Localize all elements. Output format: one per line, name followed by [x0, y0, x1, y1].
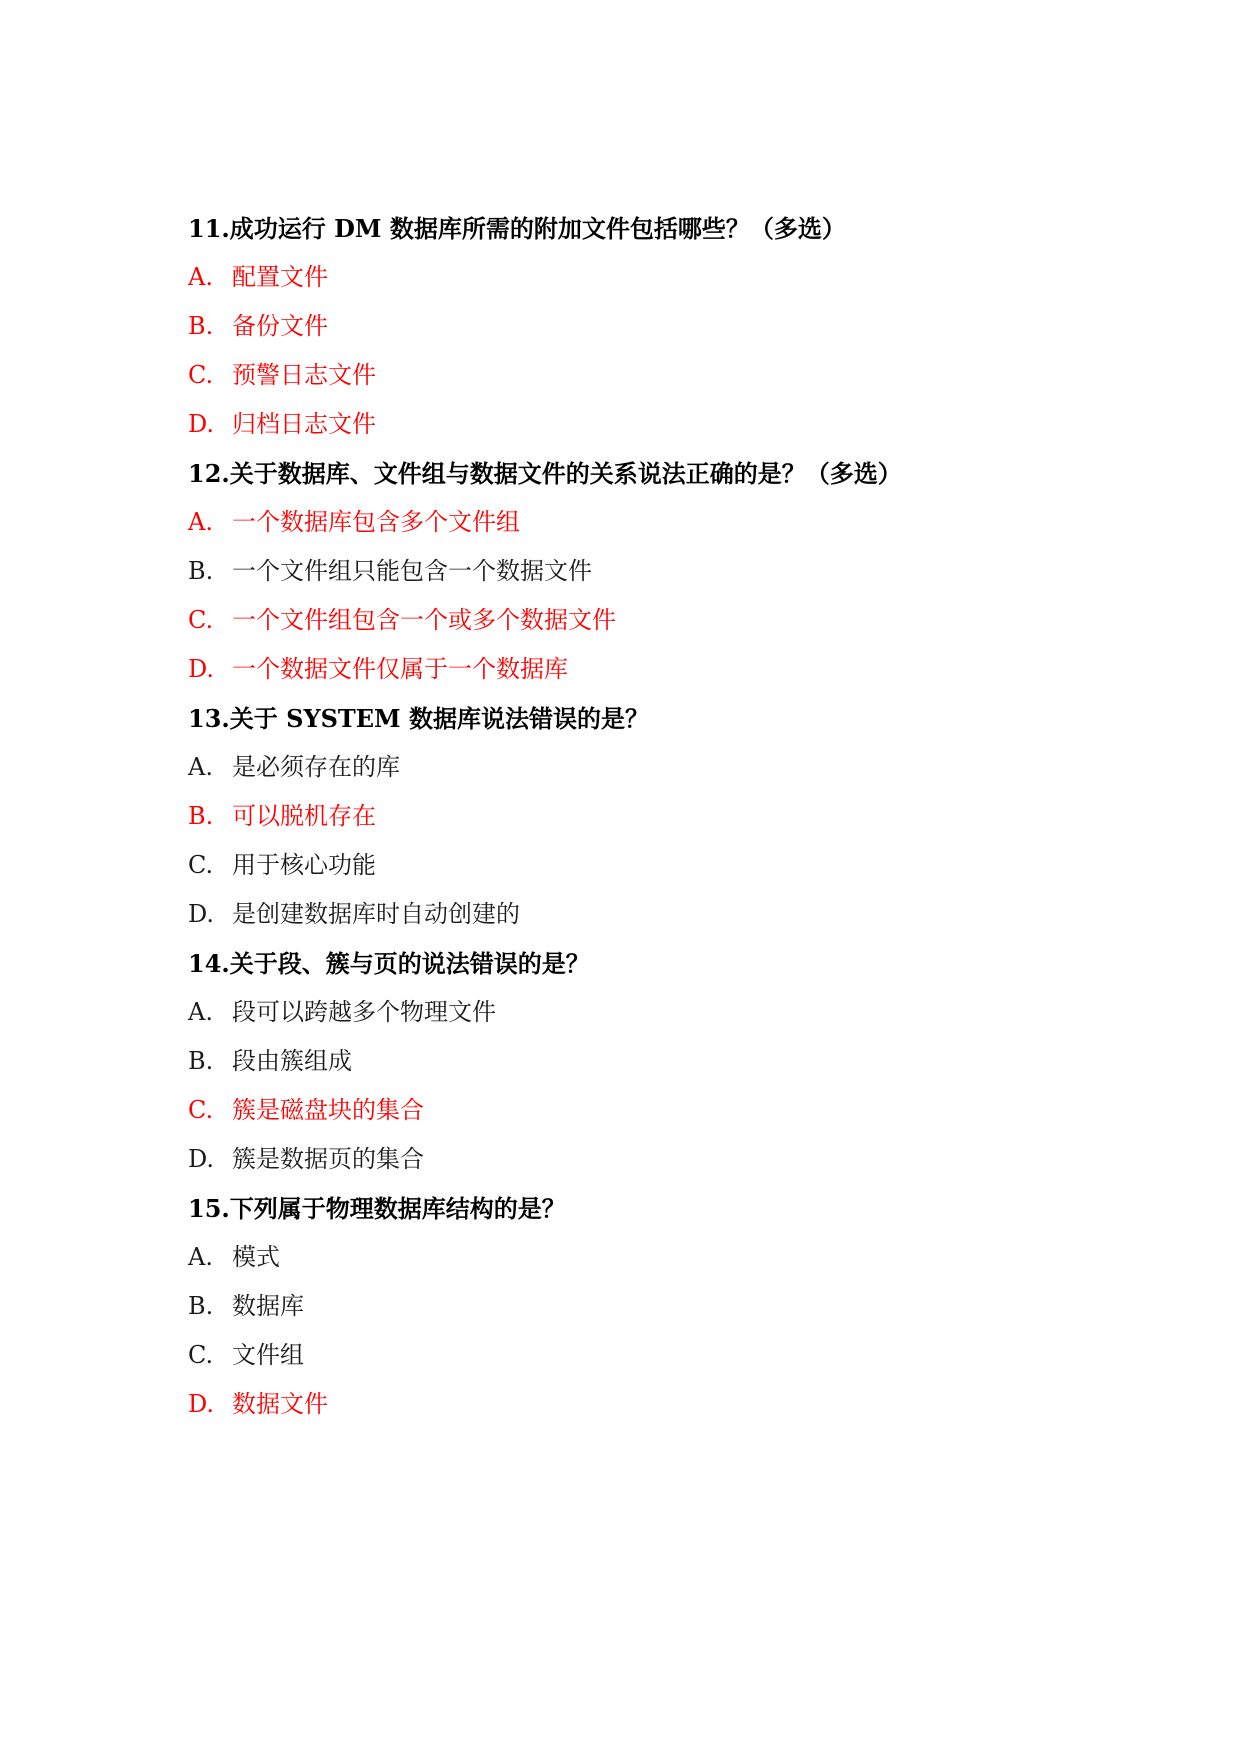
option-b — [188, 547, 1188, 596]
option-letter: D. — [188, 900, 215, 928]
option-c — [188, 351, 1188, 400]
option-text: 簇是磁盘块的集合 — [232, 1096, 424, 1124]
option-d — [188, 645, 1188, 694]
option-letter: B. — [188, 1047, 214, 1075]
option-letter: B. — [188, 557, 214, 585]
option-text: 段由簇组成 — [232, 1047, 352, 1075]
option-text: 文件组 — [232, 1341, 304, 1369]
option-text: 一个文件组只能包含一个数据文件 — [232, 557, 592, 585]
question-12 — [188, 449, 1188, 694]
option-text: 是必须存在的库 — [232, 753, 400, 781]
option-letter: A. — [188, 263, 213, 291]
option-letter: C. — [188, 606, 214, 634]
question-13 — [188, 694, 1188, 939]
option-c — [188, 1331, 1188, 1380]
option-text: 用于核心功能 — [232, 851, 376, 879]
question-11 — [188, 204, 1188, 449]
option-a — [188, 253, 1188, 302]
option-text: 备份文件 — [232, 312, 328, 340]
option-d — [188, 1135, 1188, 1184]
option-letter: D. — [188, 410, 215, 438]
option-text: 一个文件组包含一个或多个数据文件 — [232, 606, 616, 634]
question-title: 12.关于数据库、文件组与数据文件的关系说法正确的是？（多选） — [188, 459, 902, 488]
option-letter: A. — [188, 753, 213, 781]
option-letter: D. — [188, 655, 215, 683]
option-text: 簇是数据页的集合 — [232, 1145, 424, 1173]
option-letter: A. — [188, 508, 213, 536]
option-letter: C. — [188, 1096, 214, 1124]
question-title: 13.关于 SYSTEM 数据库说法错误的是？ — [188, 704, 649, 733]
option-letter: B. — [188, 312, 214, 340]
option-text: 一个数据文件仅属于一个数据库 — [232, 655, 568, 683]
option-d — [188, 890, 1188, 939]
option-a — [188, 743, 1188, 792]
option-c — [188, 1086, 1188, 1135]
option-letter: D. — [188, 1145, 215, 1173]
option-text: 数据库 — [232, 1292, 304, 1320]
option-d — [188, 400, 1188, 449]
option-a — [188, 988, 1188, 1037]
option-letter: B. — [188, 1292, 214, 1320]
option-b — [188, 302, 1188, 351]
option-b — [188, 792, 1188, 841]
question-list — [188, 204, 1188, 1429]
option-letter: C. — [188, 851, 214, 879]
option-c — [188, 596, 1188, 645]
option-text: 是创建数据库时自动创建的 — [232, 900, 520, 928]
option-text: 归档日志文件 — [232, 410, 376, 438]
option-text: 段可以跨越多个物理文件 — [232, 998, 496, 1026]
question-14 — [188, 939, 1188, 1184]
question-15 — [188, 1184, 1188, 1429]
question-title: 15.下列属于物理数据库结构的是？ — [188, 1194, 566, 1223]
option-d — [188, 1380, 1188, 1429]
question-title: 11.成功运行 DM 数据库所需的附加文件包括哪些？（多选） — [188, 214, 846, 243]
option-b — [188, 1282, 1188, 1331]
option-a — [188, 498, 1188, 547]
option-letter: A. — [188, 1243, 213, 1271]
option-text: 模式 — [232, 1243, 280, 1271]
option-letter: B. — [188, 802, 214, 830]
option-a — [188, 1233, 1188, 1282]
option-text: 一个数据库包含多个文件组 — [232, 508, 520, 536]
option-letter: D. — [188, 1390, 215, 1418]
option-text: 数据文件 — [232, 1390, 328, 1418]
option-text: 预警日志文件 — [232, 361, 376, 389]
question-title: 14.关于段、簇与页的说法错误的是？ — [188, 949, 590, 978]
option-text: 配置文件 — [232, 263, 328, 291]
option-letter: A. — [188, 998, 213, 1026]
option-c — [188, 841, 1188, 890]
option-letter: C. — [188, 1341, 214, 1369]
option-b — [188, 1037, 1188, 1086]
option-letter: C. — [188, 361, 214, 389]
option-text: 可以脱机存在 — [232, 802, 376, 830]
